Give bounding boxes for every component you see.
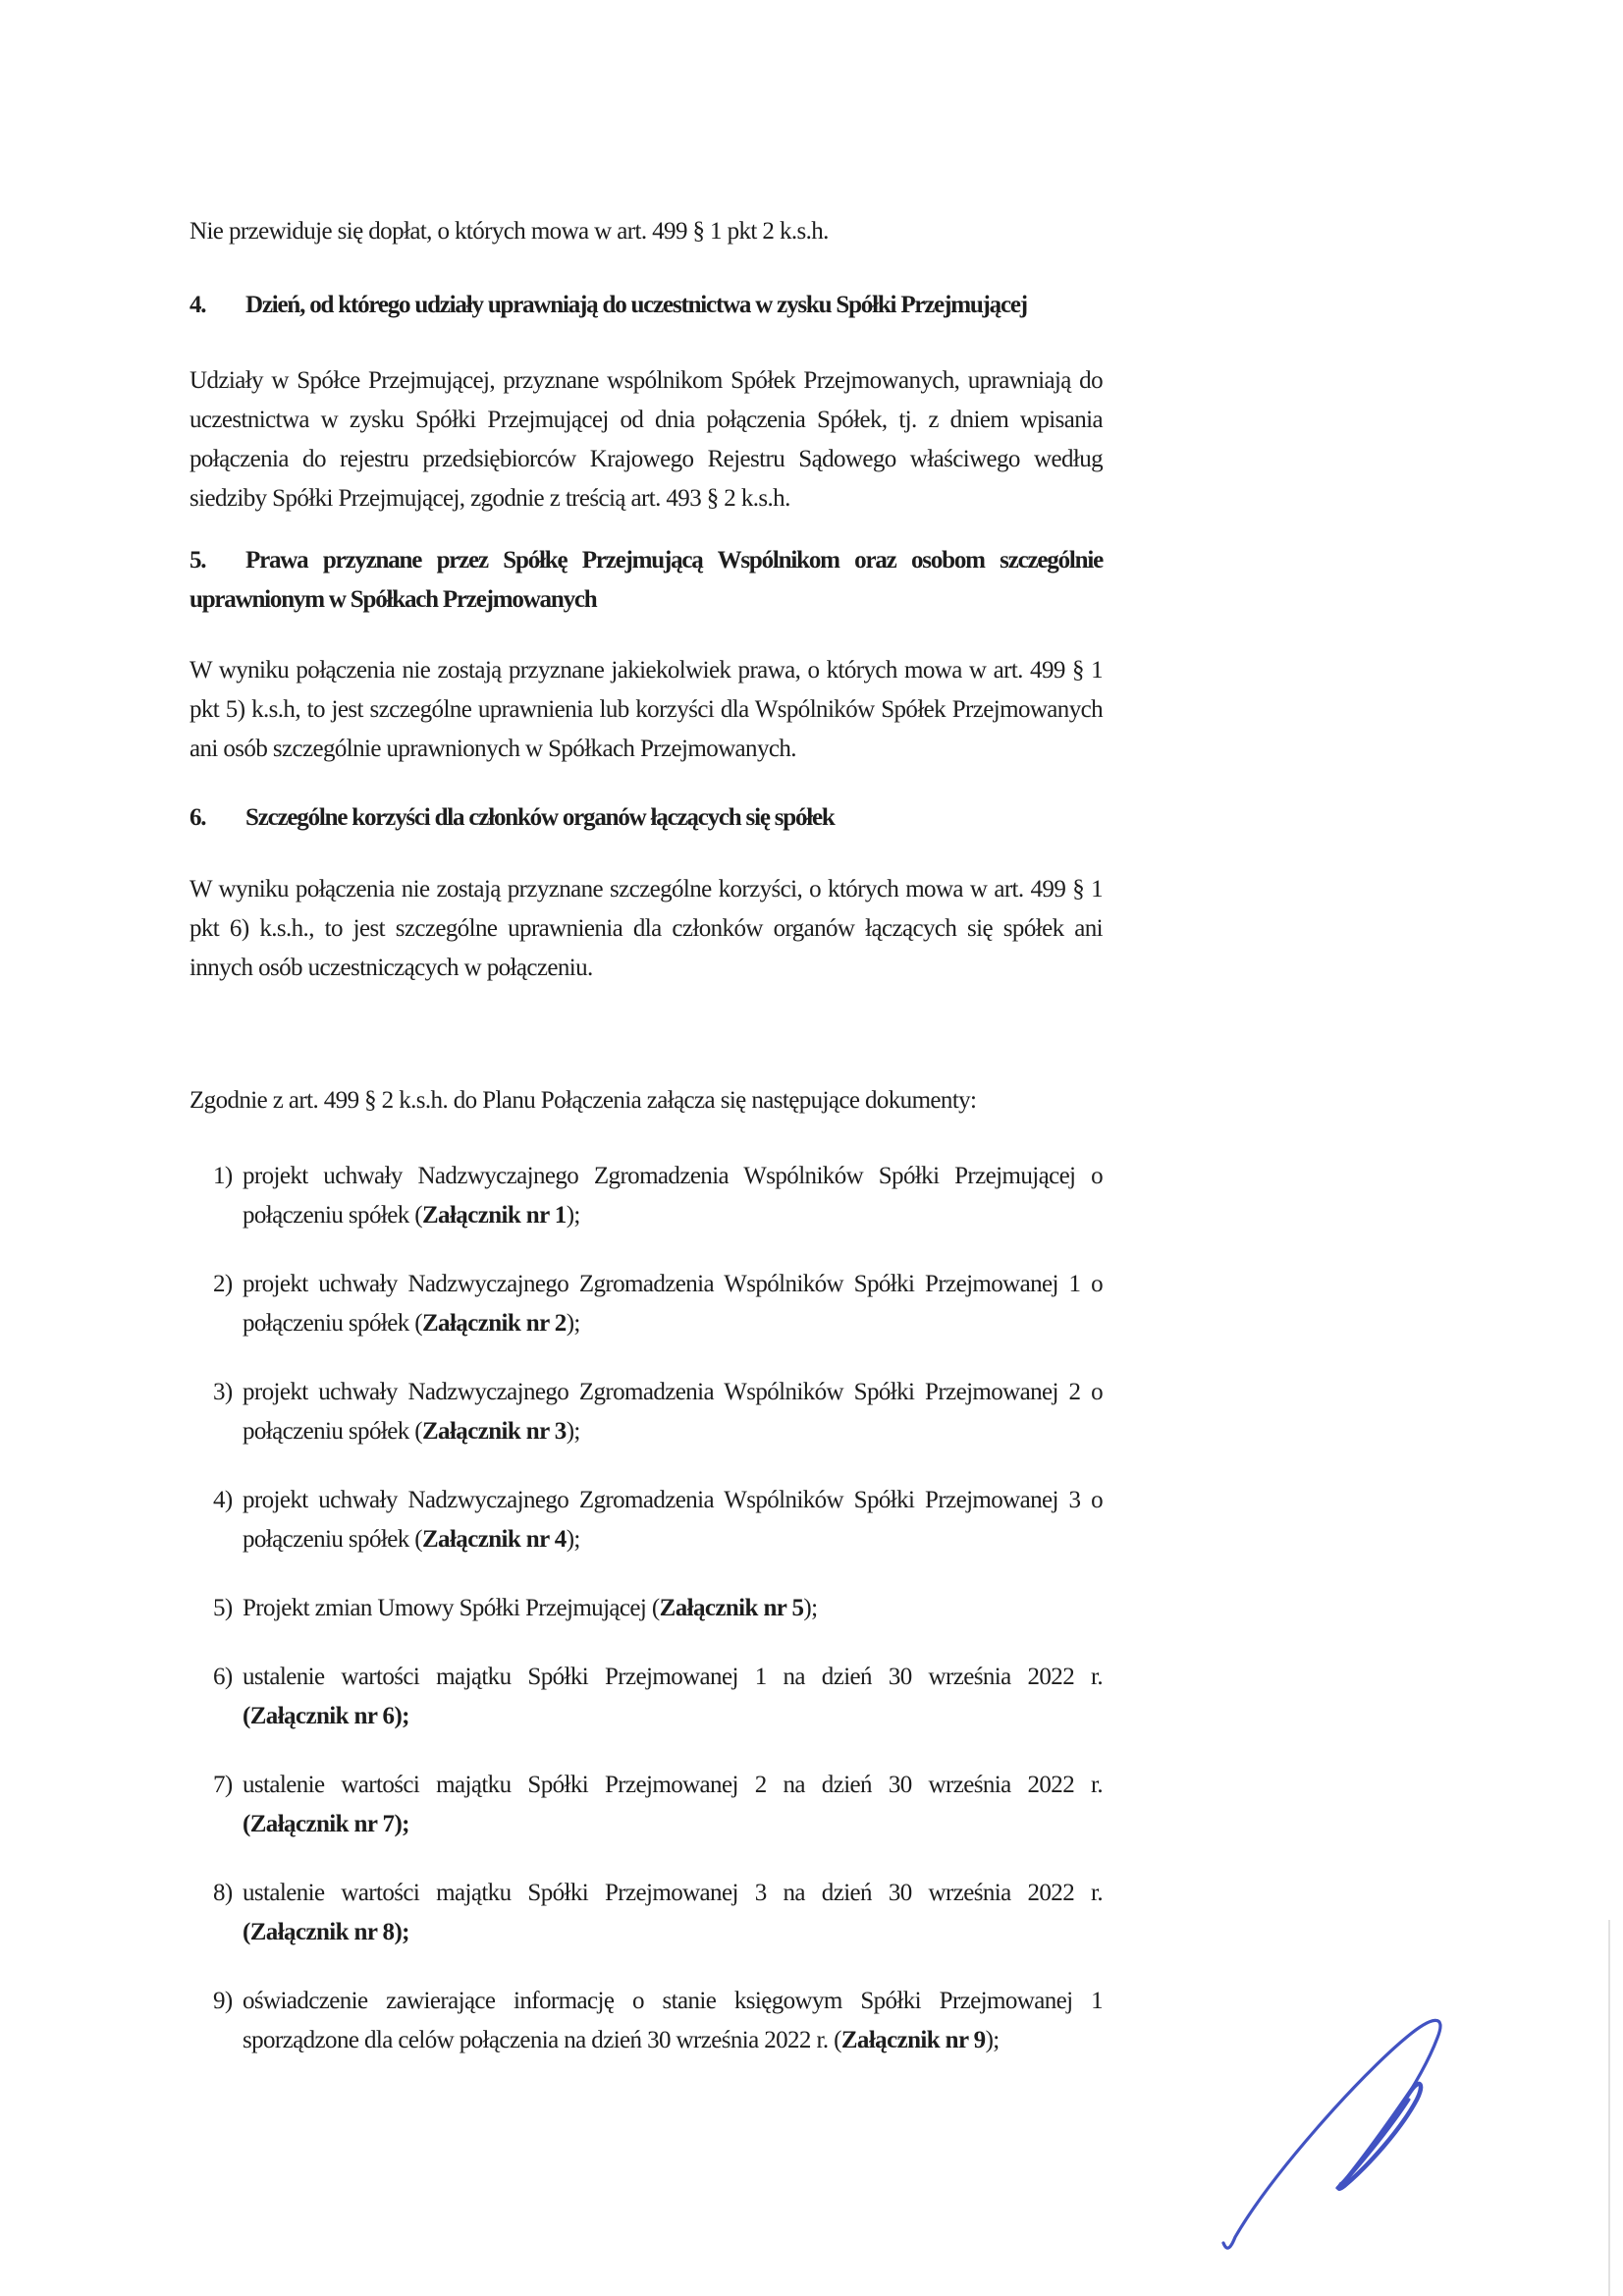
attachment-7-marker: 7) (213, 1772, 233, 1798)
attachment-3-bold-ref: Załącznik nr 3 (421, 1418, 567, 1445)
handwritten-signature (1217, 2011, 1453, 2257)
attachments-list (189, 1157, 1103, 2060)
attachment-2-line-2 (243, 1304, 1103, 1343)
attachment-2-marker: 2) (213, 1271, 233, 1297)
attachment-7-line-1: ustalenie wartości majątku Spółki Przejmowanej 2 na dzień 30 września 2022 r. (243, 1772, 1103, 1798)
attachment-9-line-2 (243, 2021, 1103, 2060)
attachment-5-line1-end: ); (803, 1595, 818, 1621)
attachment-8-line-1: ustalenie wartości majątku Spółki Przejmowanej 3 na dzień 30 września 2022 r. (243, 1880, 1103, 1906)
attachment-5-marker: 5) (213, 1595, 233, 1621)
section-5-title-line-2: uprawnionym w Spółkach Przejmowanych (189, 586, 597, 613)
attachment-item-6 (189, 1658, 1103, 1736)
section-5-number: 5. (189, 547, 206, 574)
attachment-4-bold-ref: Załącznik nr 4 (421, 1526, 567, 1553)
attachment-1-line2-end: ); (566, 1202, 580, 1229)
attachment-1-line-2 (243, 1196, 1103, 1235)
attachment-9-bold-ref: Załącznik nr 9 (840, 2027, 986, 2053)
scan-artifact-line (1608, 1920, 1610, 2296)
section-5-title-line-1 (189, 541, 1103, 580)
section-4-heading (189, 286, 1103, 325)
attachment-1-line2-text: połączeniu spółek ( (243, 1202, 422, 1229)
section-4-title: Dzień, od którego udziały uprawniają do uczestnictwa w zysku Spółki Przejmującej (245, 292, 1027, 318)
section-5-title-text: Prawa przyznane przez Spółkę Przejmującą Wspólnikom oraz osobom szczególnie (245, 547, 1103, 574)
attachment-item-7 (189, 1766, 1103, 1844)
attachment-3-line2-text: połączeniu spółek ( (243, 1418, 422, 1445)
attachment-2-bold-ref: Załącznik nr 2 (421, 1310, 567, 1337)
attachment-9-line-1: oświadczenie zawierające informację o stanie księgowym Spółki Przejmowanej 1 (243, 1988, 1103, 2014)
attachment-6-line-2 (243, 1697, 1103, 1736)
attachment-3-line-1: projekt uchwały Nadzwyczajnego Zgromadzenia Wspólników Spółki Przejmowanej 2 o (243, 1379, 1103, 1405)
attachment-2-line2-text: połączeniu spółek ( (243, 1310, 422, 1337)
attachment-4-line-1: projekt uchwały Nadzwyczajnego Zgromadzenia Wspólników Spółki Przejmowanej 3 o (243, 1487, 1103, 1513)
attachment-8-line-2 (243, 1913, 1103, 1952)
section-4-number: 4. (189, 292, 206, 318)
attachment-item-8 (189, 1874, 1103, 1952)
section-5-heading (189, 541, 1103, 620)
section-6-paragraph: W wyniku połączenia nie zostają przyznane szczególne korzyści, o których mowa w art. 499 § 1 pkt 6) k.s.h., to jest szczególne uprawnienia dla członków organów łączących się spółek ani innych osób uczestniczących w połączeniu. (189, 876, 1103, 981)
document-text-block (189, 212, 1103, 2060)
attachment-9-line2-text: sporządzone dla celów połączenia na dzień 30 września 2022 r. ( (243, 2027, 841, 2053)
section-6-number: 6. (189, 804, 206, 831)
signature-outer-loop (1223, 2020, 1440, 2248)
attachment-9-marker: 9) (213, 1988, 233, 2014)
attachment-4-line2-end: ); (566, 1526, 580, 1553)
section-6-heading (189, 798, 1103, 838)
attachment-5-line1-text: Projekt zmian Umowy Spółki Przejmującej ( (243, 1595, 660, 1621)
attachment-3-line2-end: ); (566, 1418, 580, 1445)
attachment-9-line2-end: ); (985, 2027, 1000, 2053)
attachment-1-marker: 1) (213, 1163, 233, 1189)
attachment-2-line-1: projekt uchwały Nadzwyczajnego Zgromadzenia Wspólników Spółki Przejmowanej 1 o (243, 1271, 1103, 1297)
attachments-intro-paragraph: Zgodnie z art. 499 § 2 k.s.h. do Planu Połączenia załącza się następujące dokumenty: (189, 1087, 977, 1114)
attachment-7-bold-ref: (Załącznik nr 7); (243, 1811, 409, 1837)
attachment-5-bold-ref: Załącznik nr 5 (659, 1595, 804, 1621)
intro-paragraph: Nie przewiduje się dopłat, o których mowa w art. 499 § 1 pkt 2 k.s.h. (189, 218, 829, 245)
attachment-item-4 (189, 1481, 1103, 1559)
attachment-7-line-2 (243, 1805, 1103, 1844)
attachment-6-line-1: ustalenie wartości majątku Spółki Przejmowanej 1 na dzień 30 września 2022 r. (243, 1664, 1103, 1690)
attachment-item-1 (189, 1157, 1103, 1235)
attachment-6-bold-ref: (Załącznik nr 6); (243, 1703, 409, 1729)
attachment-4-line-2 (243, 1520, 1103, 1559)
attachment-8-bold-ref: (Załącznik nr 8); (243, 1919, 409, 1945)
attachment-8-marker: 8) (213, 1880, 233, 1906)
attachment-3-marker: 3) (213, 1379, 233, 1405)
section-6-title: Szczególne korzyści dla członków organów łączących się spółek (245, 804, 835, 831)
attachment-item-5 (189, 1589, 1103, 1628)
section-5-paragraph: W wyniku połączenia nie zostają przyznane jakiekolwiek prawa, o których mowa w art. 499 § 1 pkt 5) k.s.h, to jest szczególne uprawnienia lub korzyści dla Wspólników Spółek Przejmowanych ani osób szczególnie uprawnionych w Spółkach Przejmowanych. (189, 657, 1103, 762)
attachment-3-line-2 (243, 1412, 1103, 1451)
attachment-item-2 (189, 1265, 1103, 1343)
attachment-5-line-1 (243, 1589, 1103, 1628)
attachment-4-line2-text: połączeniu spółek ( (243, 1526, 422, 1553)
attachment-item-9 (189, 1982, 1103, 2060)
attachment-1-line-1: projekt uchwały Nadzwyczajnego Zgromadzenia Wspólników Spółki Przejmującej o (243, 1163, 1103, 1189)
attachment-4-marker: 4) (213, 1487, 233, 1513)
attachment-item-3 (189, 1373, 1103, 1451)
attachment-1-bold-ref: Załącznik nr 1 (421, 1202, 567, 1229)
section-4-paragraph: Udziały w Spółce Przejmującej, przyznane wspólnikom Spółek Przejmowanych, uprawniają do uczestnictwa w zysku Spółki Przejmującej od dnia połączenia Spółek, tj. z dniem wpisania połączenia do rejestru przedsiębiorców Krajowego Rejestru Sądowego właściwego według siedziby Spółki Przejmującej, zgodnie z treścią art. 493 § 2 k.s.h. (189, 367, 1103, 512)
attachment-2-line2-end: ); (566, 1310, 580, 1337)
attachment-6-marker: 6) (213, 1664, 233, 1690)
